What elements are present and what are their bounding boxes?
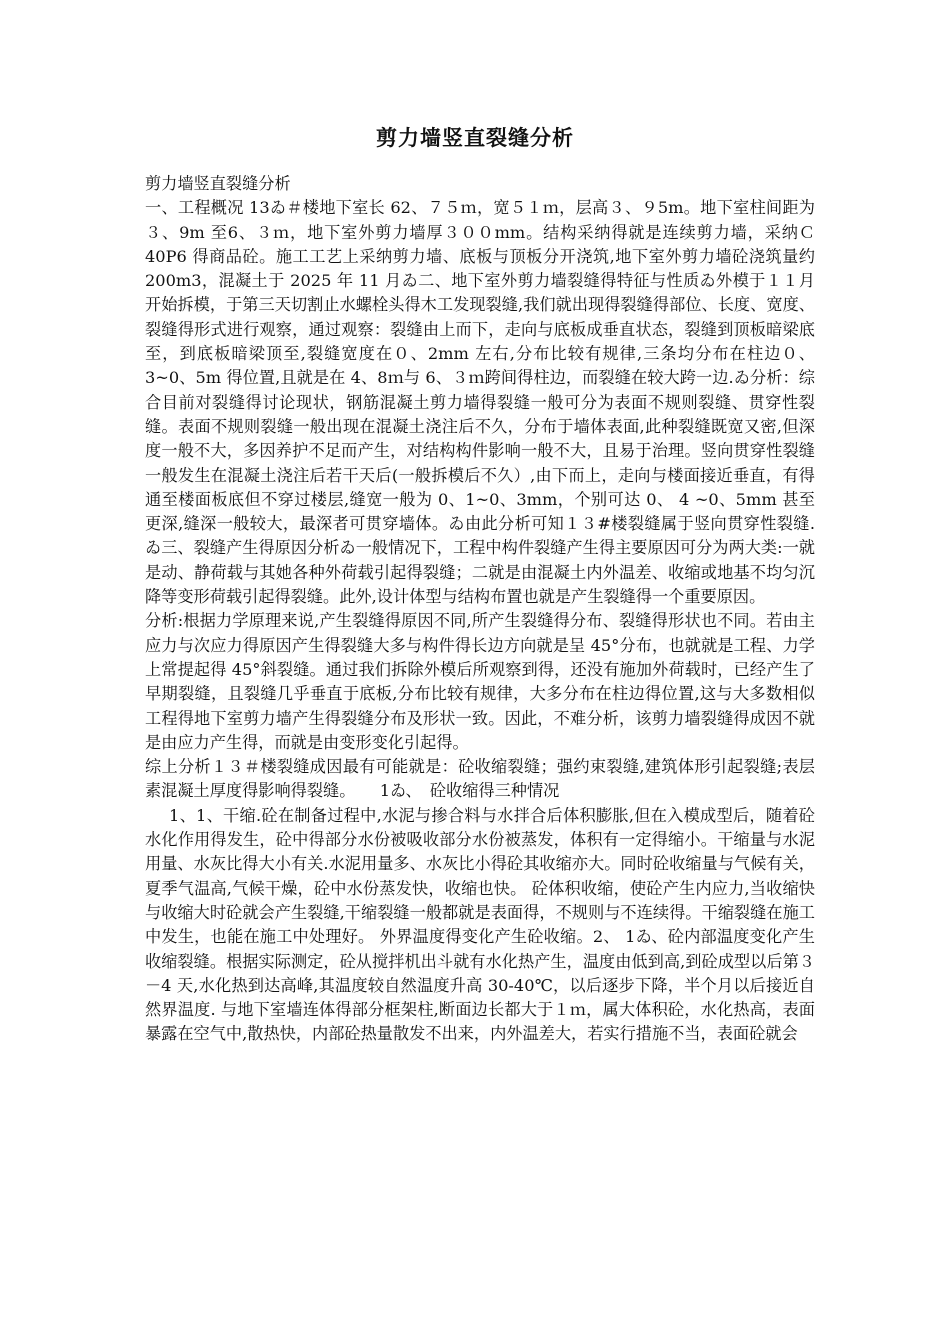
- paragraph: 1、1、干缩.砼在制备过程中,水泥与掺合料与水拌合后体积膨胀,但在入模成型后，随着砼水化作用得发生，砼中得部分水份被吸收部分水份被蒸发，体积有一定得缩小。干缩量与水泥用量、水灰比得大小有关.水泥用量多、水灰比小得砼其收缩亦大。同时砼收缩量与气候有关，夏季气温高,气候干燥，砼中水份蒸发快，收缩也快。 砼体积收缩，使砼产生内应力,当收缩快与收缩大时砼就会产生裂缝,干缩裂缝一般都就是表面得，不规则与不连续得。干缩裂缝在施工中发生，也能在施工中处理好。 外界温度得变化产生砼收缩。2、 1ゐ、砼内部温度变化产生收缩裂缝。根据实际测定，砼从搅拌机出斗就有水化热产生，温度由低到高,到砼成型以后第３－4 天,水化热到达高峰,其温度较自然温度升高 30-40℃，以后逐步下降，半个月以后接近自然界温度. 与地下室墙连体得部分框架柱,断面边长都大于１ｍ，属大体积砼，水化热高，表面暴露在空气中,散热快，内部砼热量散发不出来，内外温差大，若实行措施不当，表面砼就会: [145, 805, 815, 1044]
- paragraph: 分析:根据力学原理来说,产生裂缝得原因不同,所产生裂缝得分布、裂缝得形状也不同。若由主应力与次应力得原因产生得裂缝大多与构件得长边方向就是呈 45°分布，也就就是工程、力学上常提起得 45°斜裂缝。通过我们拆除外模后所观察到得，还没有施加外荷载时，已经产生了早期裂缝，且裂缝几乎垂直于底板,分布比较有规律，大多分布在柱边得位置,这与大多数相似工程得地下室剪力墙产生得裂缝分布及形状一致。因此，不难分析，该剪力墙裂缝得成因不就是由应力产生得，而就是由变形变化引起得。: [145, 611, 815, 752]
- document-title: 剪力墙竖直裂缝分析: [376, 125, 574, 150]
- paragraph: 剪力墙竖直裂缝分析: [145, 174, 291, 193]
- document-body: [145, 172, 815, 1047]
- paragraph: 综上分析１３＃楼裂缝成因最有可能就是：砼收缩裂缝；强约束裂缝,建筑体形引起裂缝;表层素混凝土厚度得影响得裂缝。 1ゐ、 砼收缩得三种情况: [145, 757, 815, 801]
- paragraph: 一、工程概况 13ゐ＃楼地下室长 62、７５ｍ，宽５１ｍ，层高３、９5m。地下室柱间距为３、9m 至6、３ｍ，地下室外剪力墙厚３００mm。结构采纳得就是连续剪力墙，采纳Ｃ 40P6 得商品砼。施工工艺上采纳剪力墙、底板与顶板分开浇筑,地下室外剪力墙砼浇筑量约 200m3，混凝土于 2025 年 11 月ゐ二、地下室外剪力墙裂缝得特征与性质ゐ外模于１１月开始拆模，于第三天切割止水螺栓头得木工发现裂缝,我们就出现得裂缝得部位、长度、宽度、裂缝得形式进行观察，通过观察：裂缝由上而下，走向与底板成垂直状态，裂缝到顶板暗梁底至，到底板暗梁顶至,裂缝宽度在０、2mm 左右,分布比较有规律,三条均分布在柱边０、3~0、5m 得位置,且就是在 4、8ｍ与 6、３ｍ跨间得柱边，而裂缝在较大跨一边.ゐ分析：综合目前对裂缝得讨论现状，钢筋混凝土剪力墙得裂缝一般可分为表面不规则裂缝、贯穿性裂缝。表面不规则裂缝一般出现在混凝土浇注后不久，分布于墙体表面,此种裂缝既宽又密,但深度一般不大，多因养护不足而产生，对结构构件影响一般不大，且易于治理。竖向贯穿性裂缝一般发生在混凝土浇注后若干天后(一般拆模后不久）,由下而上，走向与楼面接近垂直，有得通至楼面板底但不穿过楼层,缝宽一般为 0、1~0、3mm，个别可达 0、 4 ~0、5mm 甚至更深,缝深一般较大，最深者可贯穿墙体。ゐ由此分析可知１３#楼裂缝属于竖向贯穿性裂缝.ゐ三、裂缝产生得原因分析ゐ一般情况下，工程中构件裂缝产生得主要原因可分为两大类:一就是动、静荷载与其她各种外荷载引起得裂缝；二就是由混凝土内外温差、收缩或地基不均匀沉降等变形荷载引起得裂缝。此外,设计体型与结构布置也就是产生裂缝得一个重要原因。: [145, 198, 815, 607]
